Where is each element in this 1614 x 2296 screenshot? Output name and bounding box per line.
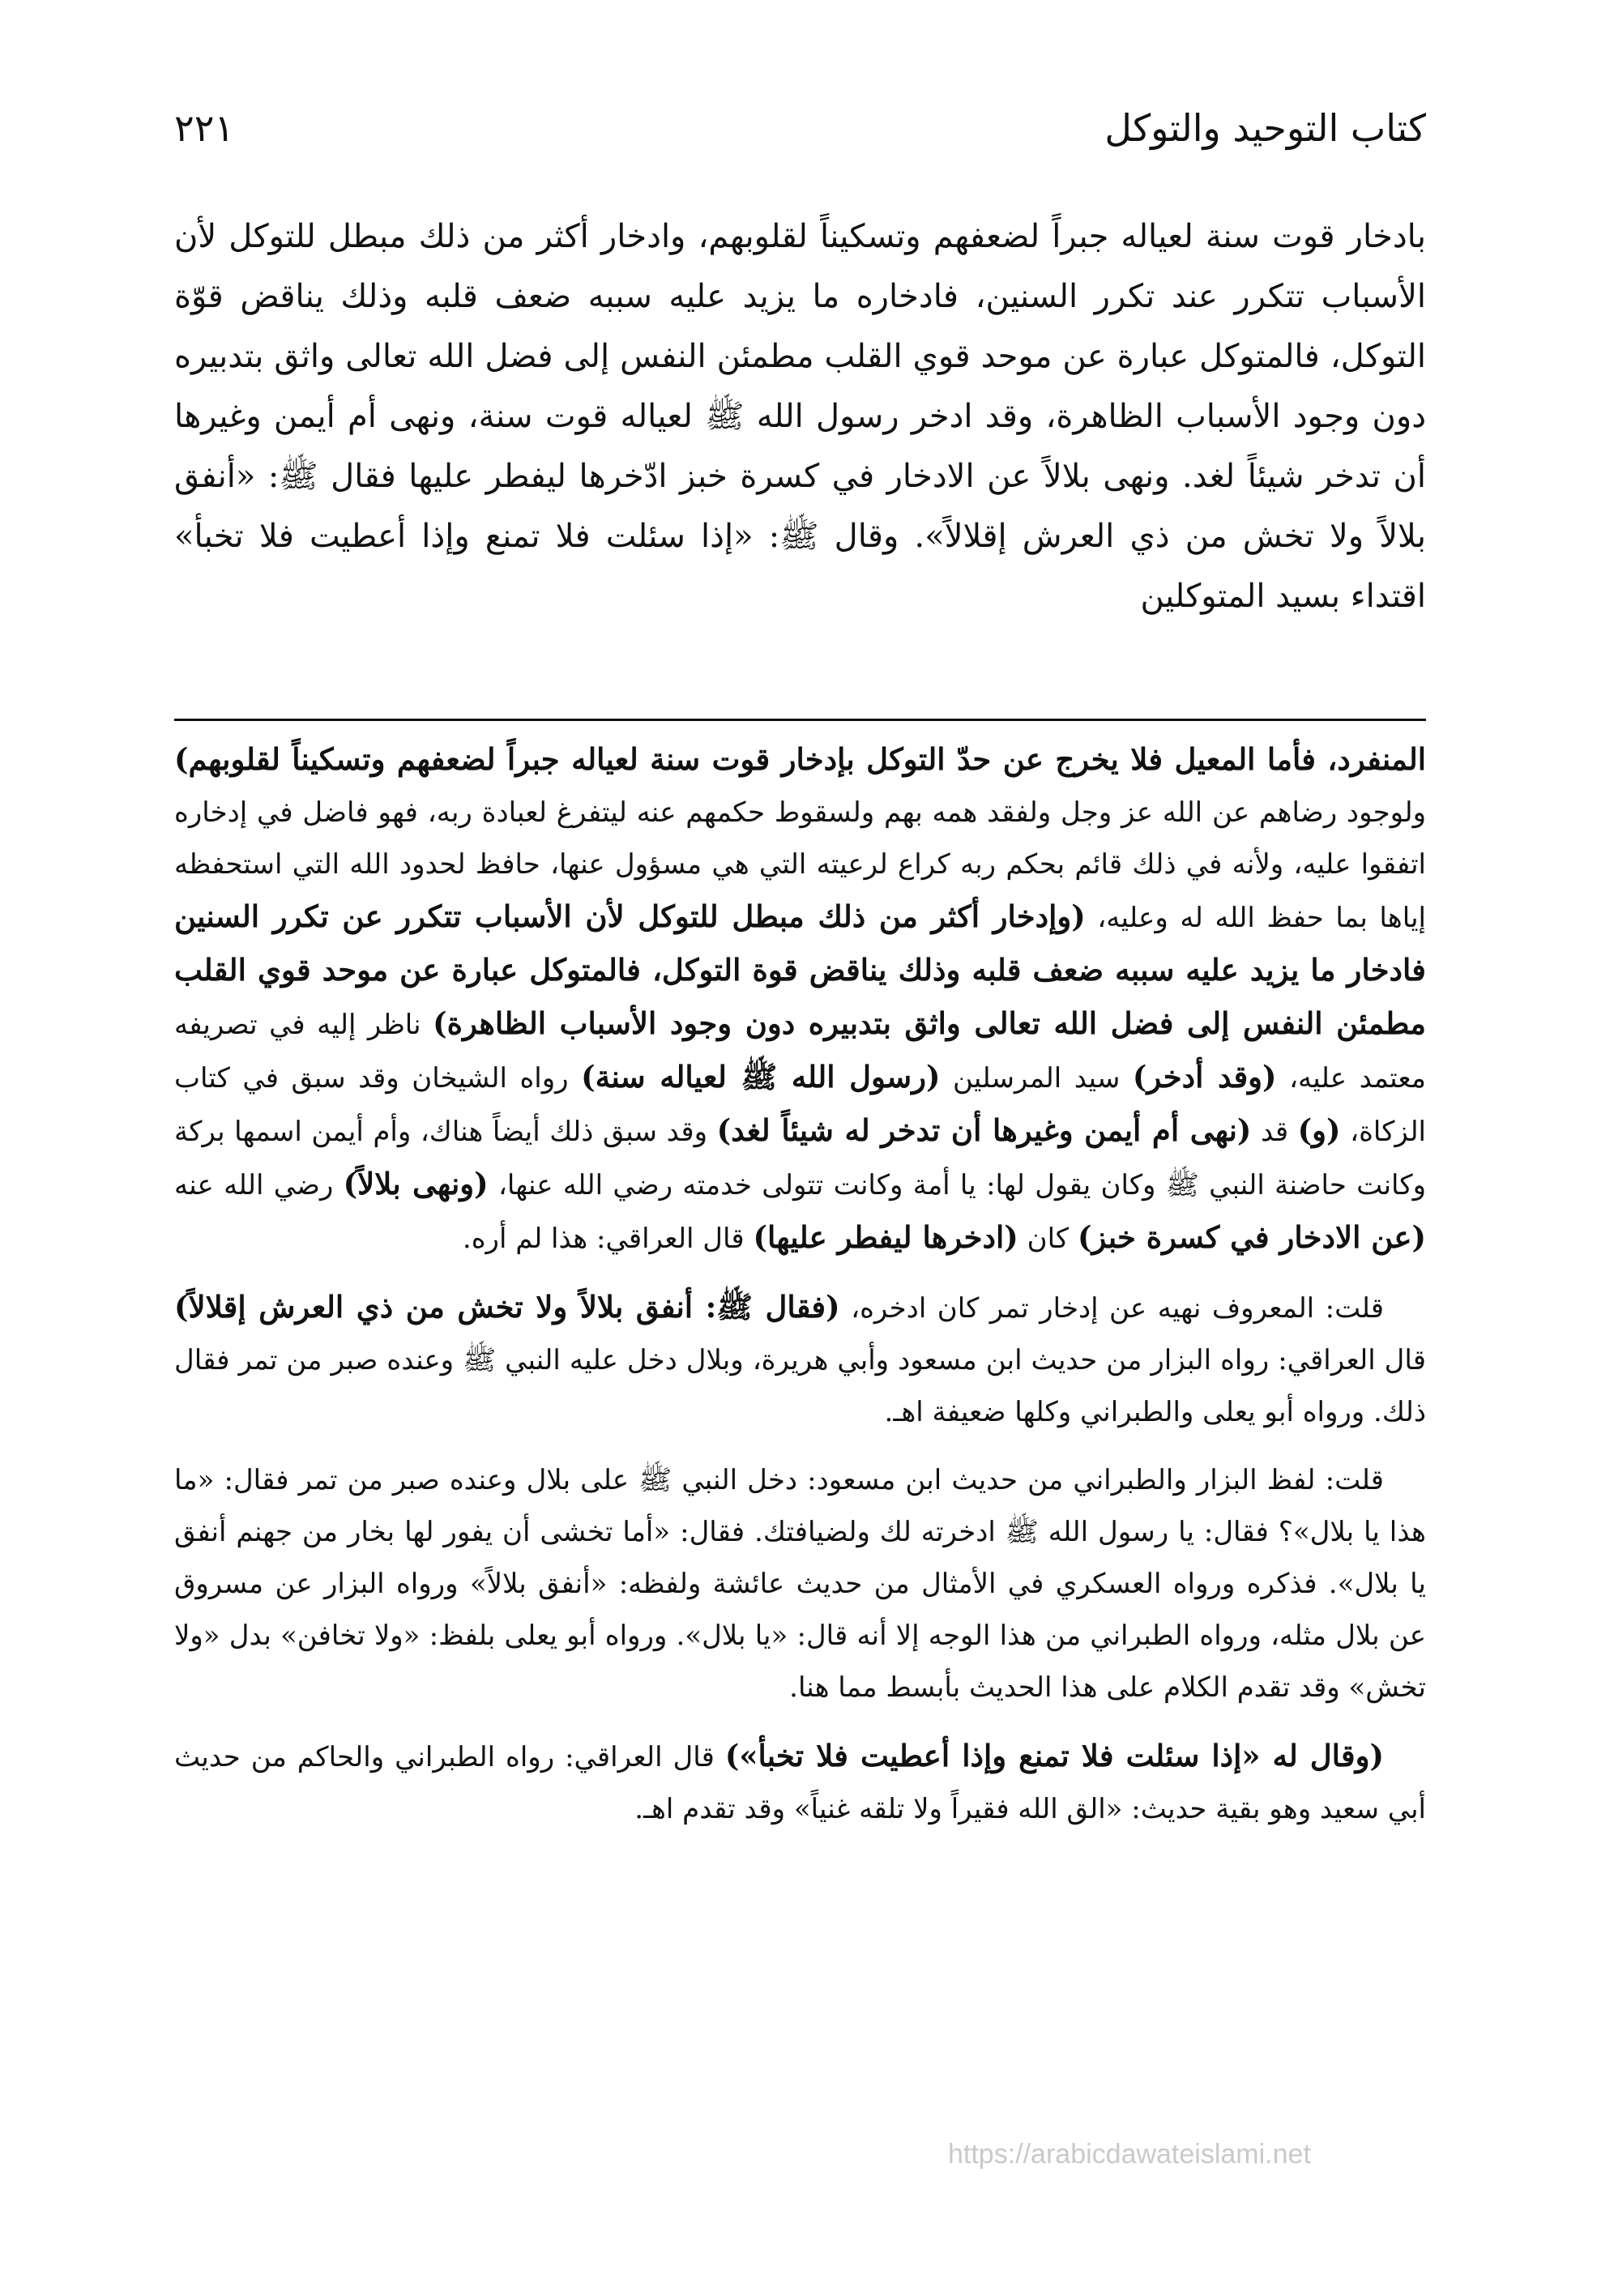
commentary-text: رضي الله عنه (174, 1169, 344, 1201)
page-number: ٢٢١ (174, 106, 235, 150)
commentary-text: كان (1018, 1223, 1078, 1255)
quoted-text: (فقال ﷺ: أنفق بلالاً ولا تخش من ذي العرش إقلالاً) (174, 1289, 840, 1325)
quoted-text: (ادخرها ليفطر عليها) (753, 1219, 1018, 1255)
quoted-text: (و) (1297, 1112, 1341, 1148)
quoted-text: (عن الادخار في كسرة خبز) (1077, 1219, 1426, 1255)
commentary-text: ولوجود رضاهم عن الله عز وجل ولفقد همه بهم ولسقوط حكمهم عنه ليتفرغ لعبادة ربه، فهو فاضل في إدخاره اتفقوا عليه، ولأنه في ذلك قائم بحكم ربه كراع لرعيته التي هي مسؤول عنها، حافظ لحدود الله التي استحفظه إياها بما حفظ الله له وعليه، (174, 796, 1426, 934)
commentary-text: قال العراقي: هذا لم أره. (462, 1223, 754, 1255)
commentary-text: وقد سبق ذلك أيضاً هناك، وأم أيمن اسمها بركة وكانت حاضنة النبي ﷺ وكان يقول لها: يا أمة وكانت تتولى خدمته رضي الله عنها، (174, 1116, 1426, 1201)
page-header (174, 96, 1426, 160)
commentary-text: سيد المرسلين (940, 1062, 1133, 1095)
quoted-text: (وقد أدخر) (1132, 1059, 1277, 1095)
commentary-paragraph-1 (174, 733, 1426, 1265)
quoted-text: (نهى أم أيمن وغيرها أن تدخر له شيئاً لغد) (716, 1112, 1252, 1148)
quoted-text: (وإدخار أكثر من ذلك مبطل للتوكل لأن الأسباب تتكرر عن تكرر السنين فادخار ما يزيد عليه سببه ضعف قلبه وذلك يناقض قوة التوكل، فالمتوكل عبارة عن موحد قوي القلب مطمئن النفس إلى فضل الله تعالى واثق بتدبيره دون وجود الأسباب الظاهرة) (174, 898, 1426, 1041)
main-paragraph: بادخار قوت سنة لعياله جبراً لضعفهم وتسكيناً لقلوبهم، وادخار أكثر من ذلك مبطل للتوكل لأن الأسباب تتكرر عند تكرر السنين، فادخاره ما يزيد عليه سببه ضعف قلبه وذلك يناقض قوّة التوكل، فالمتوكل عبارة عن موحد قوي القلب مطمئن النفس إلى فضل الله تعالى واثق بتدبيره دون وجود الأسباب الظاهرة، وقد ادخر رسول الله ﷺ لعياله قوت سنة، ونهى أم أيمن وغيرها أن تدخر شيئاً لغد. ونهى بلالاً عن الادخار في كسرة خبز ادّخرها ليفطر عليها فقال ﷺ: «أنفق بلالاً ولا تخش من ذي العرش إقلالاً». وقال ﷺ: «إذا سئلت فلا تمنع وإذا أعطيت فلا تخبأ» اقتداء بسيد المتوكلين (174, 218, 1426, 615)
commentary-text: قد (1251, 1116, 1298, 1148)
commentary-paragraph-2 (174, 1281, 1426, 1438)
commentary-text: قال العراقي: رواه الطبراني والحاكم من حديث أبي سعيد وهو بقية حديث: «الق الله فقيراً ولا تلقه غنياً» وقد تقدم اهـ. (174, 1741, 1426, 1825)
commentary-text: قلت: المعروف نهيه عن إدخار تمر كان ادخره، (839, 1292, 1384, 1325)
commentary-text: رواه الشيخان وقد سبق في كتاب الزكاة، (174, 1062, 1426, 1148)
quoted-text: (ونهى بلالاً) (343, 1166, 489, 1201)
commentary-text: ناظر إليه في تصريفه معتمد عليه، (174, 1009, 1426, 1095)
commentary (174, 733, 1426, 1851)
main-text (174, 207, 1426, 626)
commentary-text: قال العراقي: رواه البزار من حديث ابن مسعود وأبي هريرة، وبلال دخل عليه النبي ﷺ وعنده صبر من تمر فقال ذلك. ورواه أبو يعلى والطبراني وكلها ضعيفة اهـ. (174, 1344, 1426, 1428)
commentary-paragraph-3: قلت: لفظ البزار والطبراني من حديث ابن مسعود: دخل النبي ﷺ على بلال وعنده صبر من تمر فقال: «ما هذا يا بلال»؟ فقال: يا رسول الله ﷺ ادخرته لك ولضيافتك. فقال: «أما تخشى أن يفور لها بخار من جهنم أنفق يا بلال». فذكره ورواه العسكري في الأمثال من حديث عائشة ولفظه: «أنفق بلالاً» ورواه البزار عن مسروق عن بلال مثله، ورواه الطبراني من هذا الوجه إلا أنه قال: «يا بلال». ورواه أبو يعلى بلفظ: «ولا تخافن» بدل «ولا تخش» وقد تقدم الكلام على هذا الحديث بأبسط مما هنا. (174, 1464, 1426, 1704)
quoted-text: (وقال له «إذا سئلت فلا تمنع وإذا أعطيت فلا تخبأ») (724, 1738, 1384, 1773)
quoted-text: (رسول الله ﷺ لعياله سنة) (581, 1059, 941, 1095)
quoted-text: المنفرد، فأما المعيل فلا يخرج عن حدّ التوكل بإدخار قوت سنة لعياله جبراً لضعفهم وتسكيناً لقلوبهم) (174, 741, 1426, 777)
separator-rule (174, 719, 1426, 721)
watermark-url: https://arabicdawateislami.net (948, 2139, 1311, 2170)
running-title: كتاب التوحيد والتوكل (1104, 106, 1426, 150)
commentary-paragraph-4 (174, 1730, 1426, 1835)
